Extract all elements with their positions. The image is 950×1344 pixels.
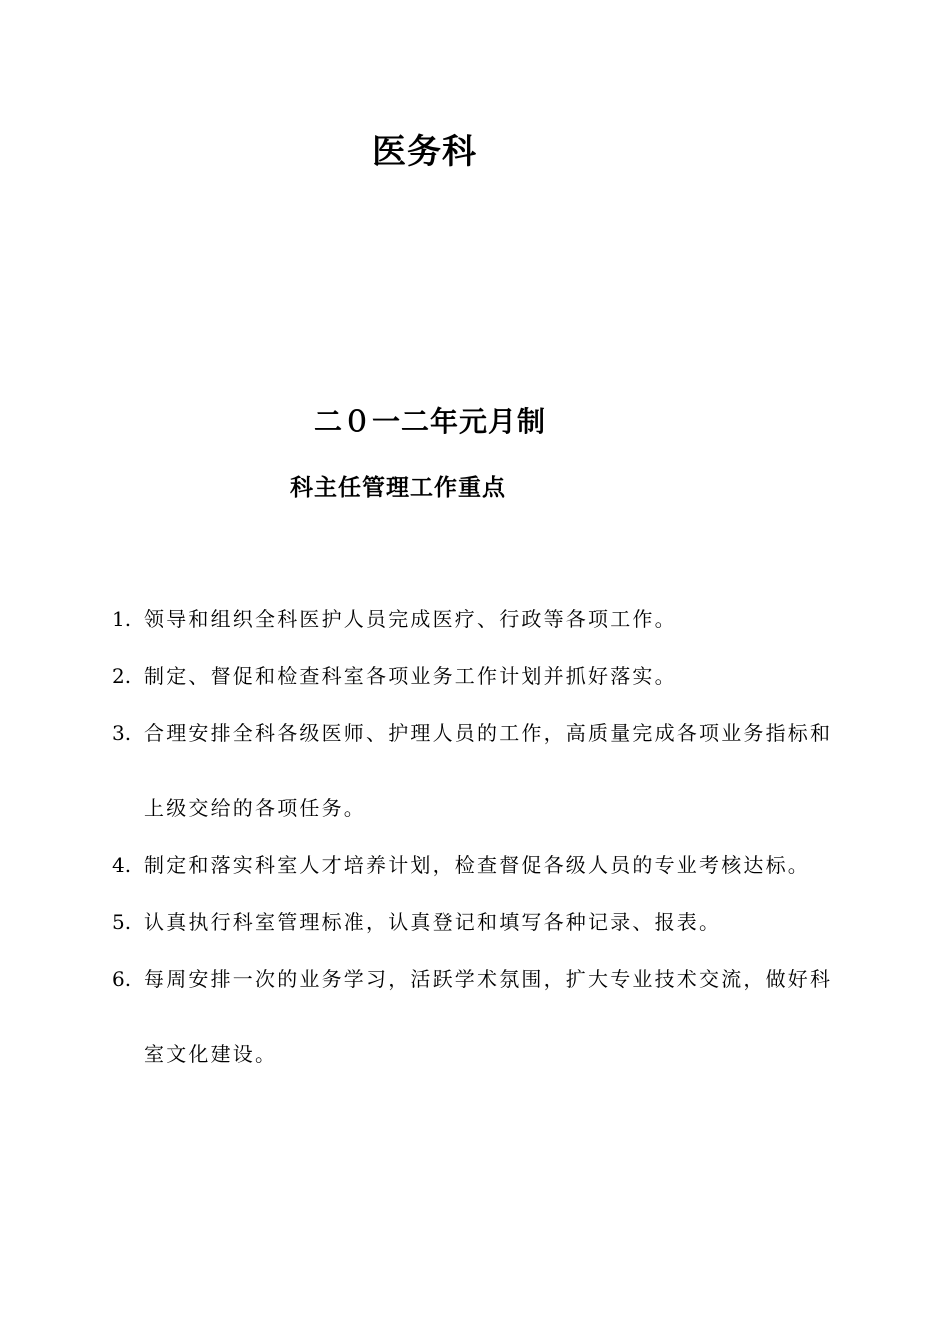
list-item-text: 每周安排一次的业务学习，活跃学术氛围，扩大专业技术交流，做好科室文化建设。 [144, 967, 833, 1066]
list-item-text: 认真执行科室管理标准，认真登记和填写各种记录、报表。 [144, 910, 722, 934]
duty-list [112, 582, 852, 1092]
list-item-number: 4. [112, 853, 132, 877]
list-item-text: 制定和落实科室人才培养计划，检查督促各级人员的专业考核达标。 [144, 853, 810, 877]
list-item-number: 6. [112, 967, 132, 991]
list-item [112, 942, 852, 1092]
list-item-number: 1. [112, 607, 132, 631]
list-item-text: 领导和组织全科医护人员完成医疗、行政等各项工作。 [144, 607, 677, 631]
department-title: 医务科 [372, 132, 477, 172]
date-line: 二０一二年元月制 [314, 405, 547, 438]
list-item-text: 制定、督促和检查科室各项业务工作计划并抓好落实。 [144, 664, 677, 688]
list-item-number: 2. [112, 664, 132, 688]
list-item [112, 696, 852, 846]
list-item-number: 3. [112, 721, 132, 745]
list-item-number: 5. [112, 910, 132, 934]
section-heading: 科主任管理工作重点 [290, 475, 506, 501]
list-item-text: 合理安排全科各级医师、护理人员的工作，高质量完成各项业务指标和上级交给的各项任务。 [144, 721, 833, 820]
